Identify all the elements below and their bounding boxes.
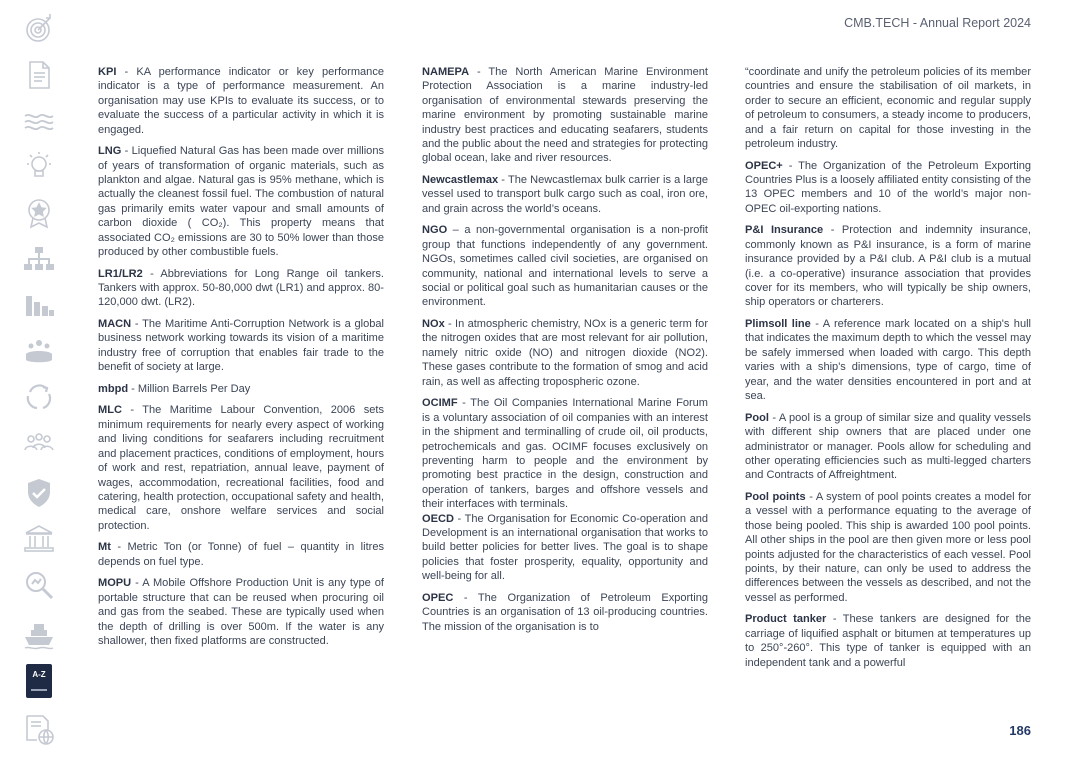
definition: - The Oil Companies International Marine Forum is a voluntary association of oil companies with an interest in the shipment and terminalling of crude oil, oil products, petrochemicals and gas. OCIMF focuses exclusively on preventing harm to people and the environment by promoting best practice in the design, construction and operation of tankers, barges and offshore vessels and their interfaces with terminals. xyxy=(422,397,708,511)
report-globe-icon[interactable] xyxy=(22,712,56,746)
a-z-label: A-Z xyxy=(32,670,46,679)
document-icon[interactable] xyxy=(22,58,56,92)
term: OPEC+ xyxy=(745,159,783,172)
term: Plimsoll line xyxy=(745,318,811,331)
term: P&I Insurance xyxy=(745,224,824,237)
glossary-entry-oecd xyxy=(422,512,708,584)
definition: - The Organization of Petroleum Exporting Countries is an organisation of 13 oil-producing countries. The mission of the organisation is to xyxy=(422,591,708,633)
bank-icon[interactable] xyxy=(22,522,56,556)
term: MACN xyxy=(98,318,132,331)
page-number: 186 xyxy=(1009,723,1031,738)
term: NGO xyxy=(422,224,448,237)
term: OPEC xyxy=(422,591,454,604)
glossary-entry-namepa xyxy=(422,65,708,166)
definition: - The Organisation for Economic Co-operation and Development is an international organisation that works to build better policies for better lives. The goal is to shape policies that foster prosperity, equality, opportunity and well-being for all. xyxy=(422,512,708,583)
definition: - These tankers are designed for the carriage of liquified asphalt or bitumen at temperatures up to 250°-260°. This type of tanker is equipped with an independent tank and a powerful xyxy=(745,613,1031,669)
definition: - A system of pool points creates a model for a vessel with a performance equating to the average of those being pooled. This ship is awarded 100 pool points. All other ships in the pool are then given more or less pool points adjusted for the characteristics of each vessel. Pool points, by their nature, can only be used to address the differences between the vessels as described, and not the vessel as performed. xyxy=(745,490,1031,604)
term: Newcastlemax xyxy=(422,174,499,187)
term: NOx xyxy=(422,318,445,331)
glossary-entry-pool xyxy=(745,411,1031,483)
term: Mt xyxy=(98,541,111,554)
glossary-entry-mt xyxy=(98,540,384,569)
lightbulb-icon[interactable] xyxy=(22,150,56,184)
term: NAMEPA xyxy=(422,66,470,78)
target-icon[interactable] xyxy=(22,12,56,46)
glossary-entry-lr1-lr2 xyxy=(98,267,384,310)
team-icon[interactable] xyxy=(22,426,56,460)
definition: - The Maritime Labour Convention, 2006 sets minimum requirements for nearly every aspect of working and living conditions for seafarers including recruitment and placement practices, conditions of employment, hours of work and rest, repatriation, annual leave, payment of wages, accommodation, recreational facilities, food and catering, health protection, occupational safety and health, medical care, onshore welfare services and social protection. xyxy=(98,404,384,532)
sidebar-nav xyxy=(0,0,78,764)
glossary-entry-plimsoll-line xyxy=(745,317,1031,403)
magnifier-icon[interactable] xyxy=(22,568,56,602)
definition: - KA performance indicator or key performance indicator is a type of performance measurement. An organisation may use KPIs to evaluate its success, or to evaluate the success of a particular activity in which it is engaged. xyxy=(98,66,384,136)
shield-check-icon[interactable] xyxy=(22,476,56,510)
definition: - Liquefied Natural Gas has been made over millions of years of transformation of organic materials, such as plankton and algae. Natural gas is 95% methane, which is actually the cleanest fossil fuel. The combustion of natural gas primarily emits water vapour and small amounts of carbon dioxide ( CO₂). This property means that associated CO₂ emissions are 30 to 50% lower than those produced by other combustible fuels. xyxy=(98,145,384,259)
term: Pool points xyxy=(745,490,806,503)
glossary-entry-mbpd xyxy=(98,382,384,396)
definition: - Protection and indemnity insurance, commonly known as P&I insurance, is a form of marine insurance provided by a P&I club. A P&I club is a mutual (i.e. a co-operative) insurance association that provides cover for its members, who will typically be ship owners, ship operators or charterers. xyxy=(745,224,1031,309)
glossary-entry-mopu xyxy=(98,576,384,648)
definition: - The North American Marine Environment Protection Association is a marine industry-led organisation of environmental stewards preserving the marine environment by promoting sustainable marine industry best practices and educating seafarers, students and the public about the need and strategies for protecting global ocean, lake and river resources. xyxy=(422,66,708,165)
glossary-entry-macn xyxy=(98,317,384,375)
definition: - The Organization of the Petroleum Exporting Countries Plus is a loosely affiliated entity consisting of the 13 OPEC members and 10 of the world’s major non-OPEC oil-exporting nations. xyxy=(745,159,1031,215)
term: LR1/LR2 xyxy=(98,267,143,280)
ship-icon[interactable] xyxy=(22,618,56,652)
glossary-entry-newcastlemax xyxy=(422,173,708,216)
term: LNG xyxy=(98,145,122,158)
definition: - A reference mark located on a ship's hull that indicates the maximum depth to which the vessel may be safely immersed when loaded with cargo. This depth varies with a ship's dimensions, type of cargo, time of year, and the water densities encountered in port and at sea. xyxy=(745,318,1031,403)
a-z-icon[interactable] xyxy=(26,664,52,698)
term: OCIMF xyxy=(422,397,458,410)
definition: “coordinate and unify the petroleum policies of its member countries and ensure the stabilisation of oil markets, in order to secure an efficient, economic and regular supply of petroleum to consumers, a steady income to producers, and a fair return on capital for those investing in the petroleum industry. xyxy=(745,66,1031,151)
glossary-entry-opec xyxy=(422,591,708,634)
glossary-column-3 xyxy=(745,65,1031,677)
glossary-entry-pi-insurance xyxy=(745,223,1031,309)
definition: - In atmospheric chemistry, NOx is a generic term for the nitrogen oxides that are most relevant for air pollution, namely nitric oxide (NO) and nitrogen dioxide (NO2). These gases contribute to the formation of smog and acid rain, as well as affecting tropospheric ozone. xyxy=(422,318,708,388)
recycle-globe-icon[interactable] xyxy=(22,380,56,414)
term: OECD xyxy=(422,512,454,525)
glossary-entry-nox xyxy=(422,317,708,389)
glossary-entry-pool-points xyxy=(745,490,1031,605)
waves-icon[interactable] xyxy=(22,104,56,138)
glossary-entry-ngo xyxy=(422,223,708,309)
glossary-entry-opec-continued xyxy=(745,65,1031,151)
glossary-entry-mlc xyxy=(98,403,384,533)
glossary-entry-ocimf xyxy=(422,396,708,511)
bar-chart-icon[interactable] xyxy=(22,288,56,322)
definition: - A pool is a group of similar size and quality vessels with different ship owners that are placed under one administrator or manager. Pools allow for scheduling and other operating efficiencies such as multi-legged charters and Contracts of Affreightment. xyxy=(745,411,1031,482)
definition: - A Mobile Offshore Production Unit is any type of portable structure that can be reused when procuring oil and gas from the seabed. These are typically used when the depth of drilling is over 500m. If the water is any shallower, then fixed platforms are constructed. xyxy=(98,577,384,647)
term: KPI xyxy=(98,66,117,78)
org-chart-icon[interactable] xyxy=(22,242,56,276)
term: MLC xyxy=(98,404,122,417)
definition: - Abbreviations for Long Range oil tankers. Tankers with approx. 50-80,000 dwt (LR1) and approx. 80-120,000 dwt. (LR2). xyxy=(98,267,384,309)
definition: - The Newcastlemax bulk carrier is a large vessel used to transport bulk cargo such as coal, iron ore, and grain across the world’s oceans. xyxy=(422,174,708,215)
glossary-entry-kpi xyxy=(98,65,384,137)
definition: – a non-governmental organisation is a non-profit group that functions independently of any government. NGOs, sometimes called civil societies, are organised on community, national and international levels to serve a social or political goal such as humanitarian causes or the environment. xyxy=(422,224,708,309)
term: Pool xyxy=(745,411,769,424)
definition: - Metric Ton (or Tonne) of fuel – quantity in litres depends on fuel type. xyxy=(98,541,384,568)
people-group-icon[interactable] xyxy=(22,334,56,368)
badge-icon[interactable] xyxy=(22,196,56,230)
glossary-column-2 xyxy=(422,65,708,641)
term: mbpd xyxy=(98,382,129,395)
glossary-column-1 xyxy=(98,65,384,656)
glossary-entry-lng xyxy=(98,144,384,259)
term: Product tanker xyxy=(745,613,827,626)
report-title: CMB.TECH - Annual Report 2024 xyxy=(844,16,1031,30)
glossary-entry-product-tanker xyxy=(745,612,1031,670)
definition: - Million Barrels Per Day xyxy=(128,382,251,395)
term: MOPU xyxy=(98,577,132,590)
definition: - The Maritime Anti-Corruption Network is a global business network working towards its vision of a maritime industry free of corruption that enables fair trade to the benefit of society at large. xyxy=(98,318,384,374)
glossary-entry-opec-plus xyxy=(745,159,1031,217)
